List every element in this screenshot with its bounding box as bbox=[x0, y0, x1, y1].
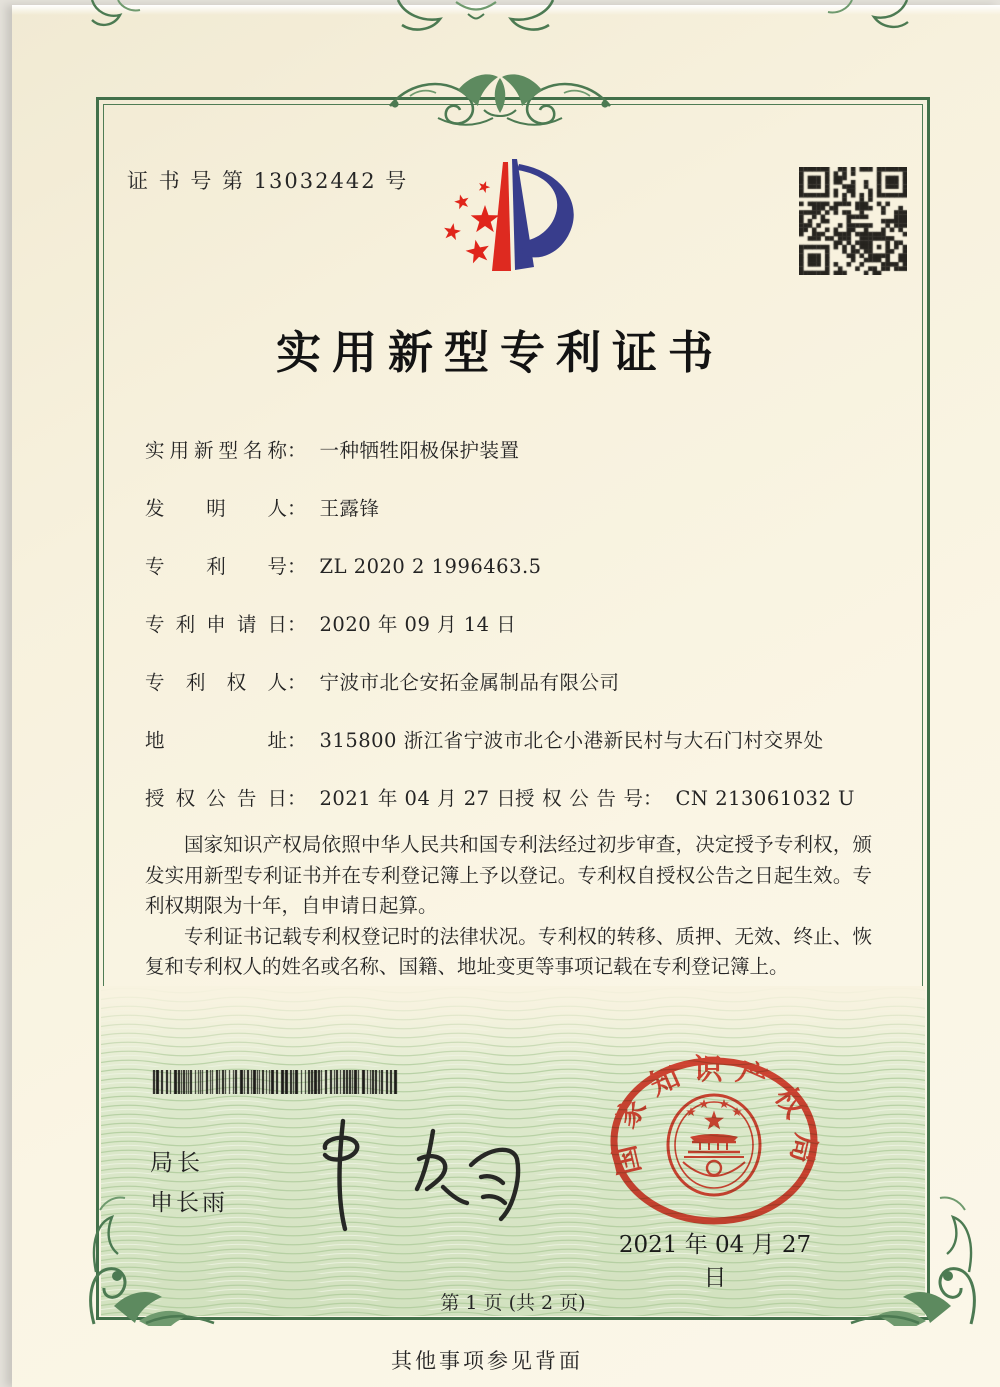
certificate-number: 证 书 号 第 13032442 号 bbox=[127, 169, 409, 193]
national-emblem-icon bbox=[668, 1095, 760, 1195]
legal-text bbox=[145, 830, 872, 983]
field-value: 2020 年 09 月 14 日 bbox=[319, 613, 517, 636]
field-colon: ： bbox=[287, 613, 307, 636]
director-signature-icon bbox=[275, 1103, 537, 1241]
field-row-address bbox=[145, 725, 885, 783]
director-name: 申长雨 bbox=[150, 1190, 228, 1216]
seal-date: 2021 年 04 月 27 日 bbox=[618, 1232, 812, 1291]
field-row-patent-number bbox=[145, 551, 885, 609]
field-row-utility-name bbox=[145, 435, 885, 493]
qr-code bbox=[799, 167, 907, 275]
seal-ring-text: 国家知识产权局 bbox=[604, 1051, 824, 1179]
legal-paragraph-2: 专利证书记载专利权登记时的法律状况。专利权的转移、质押、无效、终止、恢复和专利权人的姓名或名称、国籍、地址变更等事项记载在专利登记簿上。 bbox=[145, 924, 872, 978]
field-label: 专利号 bbox=[145, 555, 287, 578]
field-row-patentee bbox=[145, 667, 885, 725]
barcode bbox=[152, 1070, 398, 1094]
field-colon: ： bbox=[287, 787, 307, 810]
cnipa-logo-icon bbox=[435, 150, 595, 298]
field-label: 地址 bbox=[145, 729, 287, 752]
field-value: 2021 年 04 月 27 日 bbox=[319, 787, 517, 810]
field-colon: ： bbox=[643, 787, 663, 810]
field-value: 宁波市北仑安拓金属制品有限公司 bbox=[319, 671, 620, 694]
field-label: 专利权人 bbox=[145, 671, 287, 694]
field-value: 王露锋 bbox=[319, 497, 380, 520]
field-colon: ： bbox=[287, 671, 307, 694]
field-label: 授权公告号 bbox=[515, 787, 643, 810]
field-row-inventor bbox=[145, 493, 885, 551]
field-list bbox=[145, 435, 885, 841]
field-colon: ： bbox=[287, 729, 307, 752]
top-edge-fragment-icon bbox=[378, 0, 573, 38]
top-edge-fragment-icon bbox=[84, 0, 144, 34]
grant-number-pair bbox=[515, 783, 855, 811]
back-side-note: 其他事项参见背面 bbox=[391, 1349, 583, 1373]
field-label: 实用新型名称 bbox=[145, 439, 287, 462]
official-seal-icon bbox=[598, 1033, 833, 1261]
certificate-title: 实用新型专利证书 bbox=[275, 326, 724, 379]
field-colon: ： bbox=[287, 439, 307, 462]
top-edge-fragment-icon bbox=[812, 0, 917, 36]
director-title: 局长 bbox=[150, 1150, 204, 1176]
field-label: 发明人 bbox=[145, 497, 287, 520]
page-number: 第 1 页 (共 2 页) bbox=[440, 1292, 586, 1314]
field-value: ZL 2020 2 1996463.5 bbox=[319, 555, 542, 578]
field-value: 315800 浙江省宁波市北仑小港新民村与大石门村交界处 bbox=[319, 729, 824, 752]
top-center-flourish-icon bbox=[380, 66, 620, 142]
field-label: 专利申请日 bbox=[145, 613, 287, 636]
field-row-filing-date bbox=[145, 609, 885, 667]
legal-paragraph-1: 国家知识产权局依照中华人民共和国专利法经过初步审查，决定授予专利权，颁发实用新型专利证书并在专利登记簿上予以登记。专利权自授权公告之日起生效。专利权期限为十年，自申请日起算。 bbox=[145, 833, 872, 917]
field-colon: ： bbox=[287, 555, 307, 578]
field-value: 一种牺牲阳极保护装置 bbox=[319, 439, 520, 462]
field-colon: ： bbox=[287, 497, 307, 520]
field-value: CN 213061032 U bbox=[675, 787, 855, 810]
field-label: 授权公告日 bbox=[145, 787, 287, 810]
